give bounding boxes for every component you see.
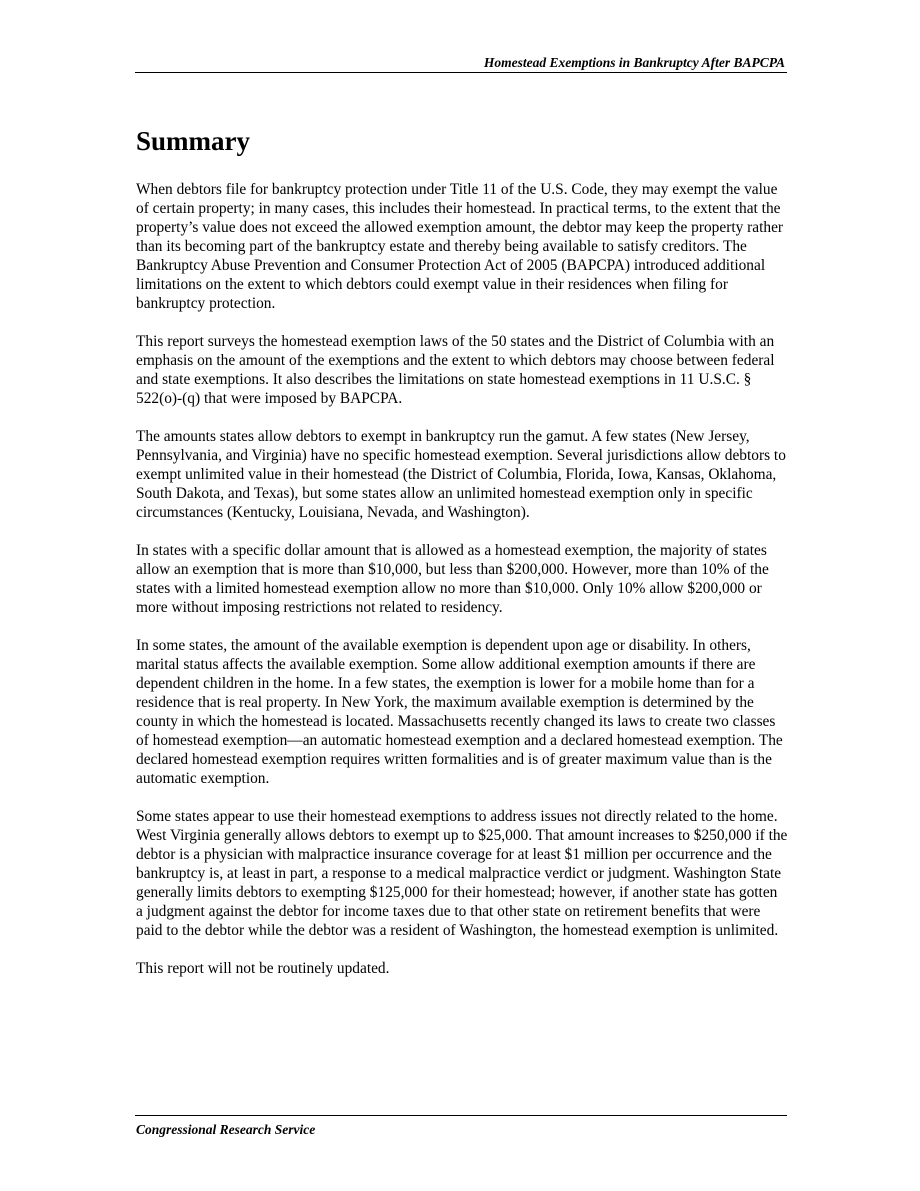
page-header xyxy=(135,54,787,73)
paragraph-dollar-amounts: In states with a specific dollar amount that is allowed as a homestead exemption, the majority of states allow an exemption that is more than $10,000, but less than $200,000. However, more than 10% of the states with a limited homestead exemption allow no more than $10,000. Only 10% allow $200,000 or more without imposing restrictions not related to residency. xyxy=(136,542,769,616)
running-title: Homestead Exemptions in Bankruptcy After BAPCPA xyxy=(483,55,785,70)
footer-organization: Congressional Research Service xyxy=(136,1122,316,1137)
page-footer xyxy=(135,1115,787,1137)
paragraph-eligibility-factors: In some states, the amount of the available exemption is dependent upon age or disability. In others, marital status affects the available exemption. Some allow additional exemption amounts if there are dependent children in the home. In a few states, the exemption is lower for a mobile home than for a residence that is real property. In New York, the maximum available exemption is determined by the county in which the homestead is located. Massachusetts recently changed its laws to create two classes of homestead exemption—an automatic homestead exemption and a declared homestead exemption. The declared homestead exemption requires written formalities and is of greater maximum value than is the automatic exemption. xyxy=(136,637,783,787)
paragraph-unrelated-issues: Some states appear to use their homestead exemptions to address issues not directly related to the home. West Virginia generally allows debtors to exempt up to $25,000. That amount increases to $250,000 if the debtor is a physician with malpractice insurance coverage for at least $1 million per occurrence and the bankruptcy is, at least in part, a response to a medical malpractice verdict or judgment. Washington State generally limits debtors to exempting $125,000 for their homestead; however, if another state has gotten a judgment against the debtor for income taxes due to that other state on retirement benefits that were paid to the debtor while the debtor was a resident of Washington, the homestead exemption is unlimited. xyxy=(136,808,788,939)
document-body xyxy=(136,124,788,997)
paragraph-exemption-range: The amounts states allow debtors to exempt in bankruptcy run the gamut. A few states (New Jersey, Pennsylvania, and Virginia) have no specific homestead exemption. Several jurisdictions allow debtors to exempt unlimited value in their homestead (the District of Columbia, Florida, Iowa, Kansas, Oklahoma, South Dakota, and Texas), but some states allow an unlimited homestead exemption only in specific circumstances (Kentucky, Louisiana, Nevada, and Washington). xyxy=(136,428,786,521)
section-heading: Summary xyxy=(136,126,250,156)
paragraph-report-scope: This report surveys the homestead exemption laws of the 50 states and the District of Columbia with an emphasis on the amount of the exemptions and the extent to which debtors may choose between federal and state exemptions. It also describes the limitations on state homestead exemptions in 11 U.S.C. § 522(o)-(q) that were imposed by BAPCPA. xyxy=(136,333,775,407)
paragraph-intro: When debtors file for bankruptcy protection under Title 11 of the U.S. Code, they may exempt the value of certain property; in many cases, this includes their homestead. In practical terms, to the extent that the property’s value does not exceed the allowed exemption amount, the debtor may keep the property rather than its becoming part of the bankruptcy estate and thereby being available to satisfy creditors. The Bankruptcy Abuse Prevention and Consumer Protection Act of 2005 (BAPCPA) introduced additional limitations on the extent to which debtors could exempt value in their residences when filing for bankruptcy protection. xyxy=(136,181,784,312)
paragraph-update-note: This report will not be routinely updated. xyxy=(136,960,390,977)
